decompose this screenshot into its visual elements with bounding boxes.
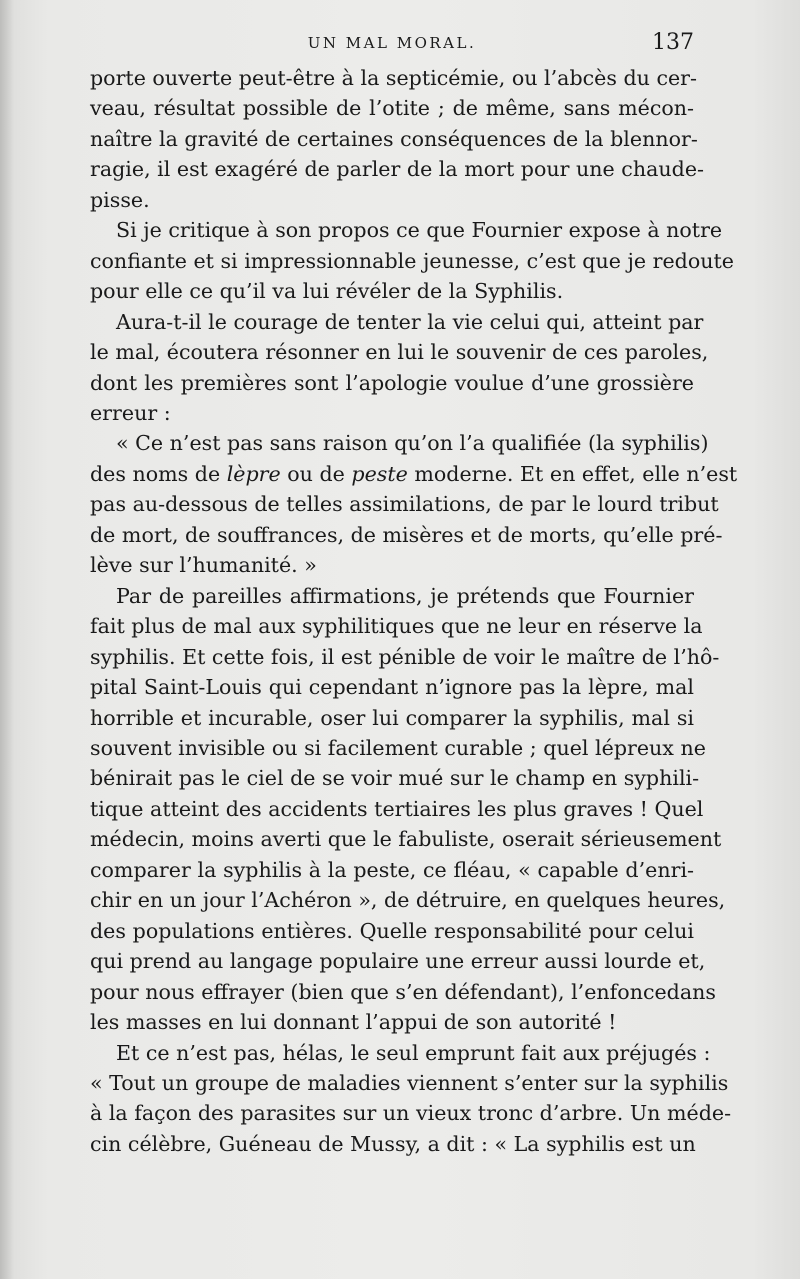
running-title: UN MAL MORAL. — [307, 34, 477, 52]
text-line: pisse. — [90, 187, 150, 212]
text-line: dont les premières sont l’apologie voulue d’une grossière — [90, 370, 694, 395]
page-number: 137 — [652, 30, 694, 55]
text-line: Aura-t-il le courage de tenter la vie celui qui, atteint par — [116, 309, 704, 334]
text-line: veau, résultat possible de l’otite ; de même, sans mécon- — [90, 96, 694, 121]
text-line: pour elle ce qu’il va lui révéler de la Syphilis. — [90, 279, 564, 304]
text-line: fait plus de mal aux syphilitiques que ne leur en réserve la — [90, 614, 703, 639]
text-line: Si je critique à son propos ce que Fournier expose à notre — [116, 218, 723, 243]
text-line: le mal, écoutera résonner en lui le souvenir de ces paroles, — [90, 340, 709, 365]
paragraph — [90, 63, 704, 215]
text-line: pour nous effrayer (bien que s’en défendant), l’enfoncedans — [90, 979, 716, 1004]
text-line: à la façon des parasites sur un vieux tronc d’arbre. Un méde- — [90, 1101, 732, 1126]
text-line: médecin, moins averti que le fabuliste, oserait sérieusement — [90, 827, 722, 852]
page-header — [90, 30, 694, 58]
text-line: souvent invisible ou si facilement curable ; quel lépreux ne — [90, 735, 706, 760]
text-line: pital Saint-Louis qui cependant n’ignore pas la lèpre, mal — [90, 675, 694, 700]
text-line: syphilis. Et cette fois, il est pénible de voir le maître de l’hô- — [90, 644, 720, 669]
text-line: Par de pareilles affirmations, je prétends que Fournier — [116, 583, 694, 608]
text-line: porte ouverte peut-être à la septicémie, ou l’abcès du cer- — [90, 66, 697, 90]
paragraph — [90, 307, 709, 429]
text-line: confiante et si impressionnable jeunesse, c’est que je redoute — [90, 248, 734, 273]
text-line: des noms de lèpre ou de peste moderne. Et en effet, elle n’est — [90, 461, 738, 486]
text-line: ragie, il est exagéré de parler de la mort pour une chaude- — [90, 157, 704, 182]
text-line: bénirait pas le ciel de se voir mué sur le champ en syphili- — [90, 766, 700, 791]
text-line: de mort, de souffrances, de misères et de morts, qu’elle pré- — [90, 522, 723, 547]
text-line: naître la gravité de certaines conséquences de la blennor- — [90, 126, 698, 151]
paragraph — [90, 581, 726, 1038]
text-line: pas au-dessous de telles assimilations, de par le lourd tribut — [90, 492, 719, 517]
body-text — [90, 63, 738, 1159]
text-line: les masses en lui donnant l’appui de son autorité ! — [90, 1010, 617, 1035]
text-line: horrible et incurable, oser lui comparer la syphilis, mal si — [90, 705, 694, 730]
text-line: chir en un jour l’Achéron », de détruire, en quelques heures, — [90, 888, 726, 913]
paragraph — [90, 215, 734, 306]
text-line: cin célèbre, Guéneau de Mussy, a dit : « La syphilis est un — [90, 1131, 696, 1156]
text-line: Et ce n’est pas, hélas, le seul emprunt fait aux préjugés : — [116, 1040, 711, 1065]
paragraph — [90, 428, 738, 580]
text-line: erreur : — [90, 400, 171, 425]
text-line: des populations entières. Quelle responsabilité pour celui — [90, 918, 694, 943]
text-line: tique atteint des accidents tertiaires les plus graves ! Quel — [90, 796, 704, 821]
paragraph — [90, 1038, 732, 1160]
text-line: « Tout un groupe de maladies viennent s’enter sur la syphilis — [90, 1070, 729, 1095]
text-line: lève sur l’humanité. » — [90, 553, 317, 578]
text-line: « Ce n’est pas sans raison qu’on l’a qualifiée (la syphilis) — [116, 431, 709, 456]
text-line: comparer la syphilis à la peste, ce fléau, « capable d’enri- — [90, 857, 694, 882]
page-gutter-shadow — [0, 0, 14, 1279]
text-line: qui prend au langage populaire une erreur aussi lourde et, — [90, 949, 706, 974]
